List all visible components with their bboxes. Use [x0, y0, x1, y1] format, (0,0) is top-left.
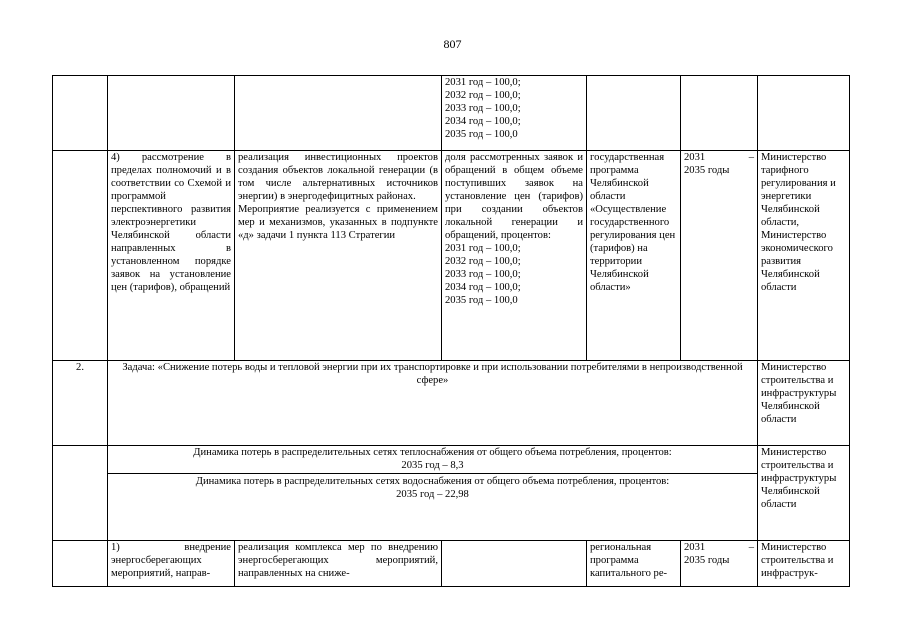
cell-program	[587, 76, 681, 151]
cell-period	[681, 541, 758, 587]
cell-indicator	[442, 151, 587, 361]
table-row-measure-4	[53, 151, 850, 361]
measures-table	[52, 75, 850, 587]
cell-executor	[758, 76, 850, 151]
cell-executor: Министерство строительства и инфраструктуры Челябинской области	[758, 361, 850, 446]
cell-executor: Министерство строительства и инфраструктуры Челябинской области	[758, 446, 850, 541]
cell-result	[235, 76, 442, 151]
period-end: 2035 годы	[684, 555, 730, 566]
page-number: 807	[443, 37, 462, 51]
cell-program: региональная программа капитального ре-	[587, 541, 681, 587]
cell-result: реализация комплекса мер по внедрению энергосберегающих мероприятий, направленных на сниже-	[235, 541, 442, 587]
cell-dynamics	[108, 446, 758, 541]
table-row-continuation	[53, 76, 850, 151]
period-start: 2031	[684, 152, 706, 163]
cell-num	[53, 541, 108, 587]
period-start: 2031	[684, 542, 706, 553]
cell-indicator: 2031 год – 100,0; 2032 год – 100,0; 2033 год – 100,0; 2034 год – 100,0; 2035 год – 100,0	[442, 76, 587, 151]
cell-executor: Министерство тарифного регулирования и энергетики Челябинской области, Министерство экономического развития Челябинской области	[758, 151, 850, 361]
cell-measure: 1) внедрение энергосберегающих мероприятий, направ-	[108, 541, 235, 587]
indicator-values: 2031 год – 100,0; 2032 год – 100,0; 2033 год – 100,0; 2034 год – 100,0; 2035 год – 100,0	[445, 243, 521, 306]
cell-executor: Министерство строительства и инфраструк-	[758, 541, 850, 587]
period-dash: –	[748, 542, 754, 553]
cell-task: Задача: «Снижение потерь воды и тепловой энергии при их транспортировке и при использовании потребителями в непроизводственной сфере»	[108, 361, 758, 446]
cell-indicator	[442, 541, 587, 587]
period-end: 2035 годы	[684, 165, 730, 176]
cell-num	[53, 151, 108, 361]
table-row-measure-1	[53, 541, 850, 587]
period-range	[684, 151, 754, 164]
water-loss-text: Динамика потерь в распределительных сетях водоснабжения от общего объема потребления, процентов:	[195, 476, 670, 487]
cell-result: реализация инвестиционных проектов создания объектов локальной генерации (в том числе альтернативных источников энергии) в энергодефицитных районах. Мероприятие реализуется с применением мер и механизмов, указанных в подпункте «д» задачи 1 пункта 113 Стратегии	[235, 151, 442, 361]
period-dash: –	[748, 152, 754, 163]
cell-num: 2.	[53, 361, 108, 446]
heat-loss-text: Динамика потерь в распределительных сетях теплоснабжения от общего объема потребления, процентов:	[193, 447, 672, 458]
table-row-dynamics	[53, 446, 850, 541]
water-loss-block	[108, 474, 757, 501]
cell-measure: 4) рассмотрение в пределах полномочий и в соответствии со Схемой и программой перспективного развития электроэнергетики Челябинской области направленных в установленном порядке заявок на установление цен (тарифов), обращений	[108, 151, 235, 361]
cell-program: государственная программа Челябинской области «Осуществление государственного регулирования цен (тарифов) на территории Челябинской области»	[587, 151, 681, 361]
heat-loss-block	[108, 446, 757, 474]
period-range	[684, 541, 754, 554]
indicator-text: доля рассмотренных заявок и обращений в общем объеме поступивших заявок на установление цен (тарифов) при создании объектов локальной генерации и обращений, процентов:	[445, 152, 583, 241]
cell-num	[53, 446, 108, 541]
cell-num	[53, 76, 108, 151]
cell-period	[681, 151, 758, 361]
table-row-task-2	[53, 361, 850, 446]
water-loss-value: 2035 год – 22,98	[396, 489, 469, 500]
cell-measure	[108, 76, 235, 151]
cell-period	[681, 76, 758, 151]
heat-loss-value: 2035 год – 8,3	[401, 460, 464, 471]
